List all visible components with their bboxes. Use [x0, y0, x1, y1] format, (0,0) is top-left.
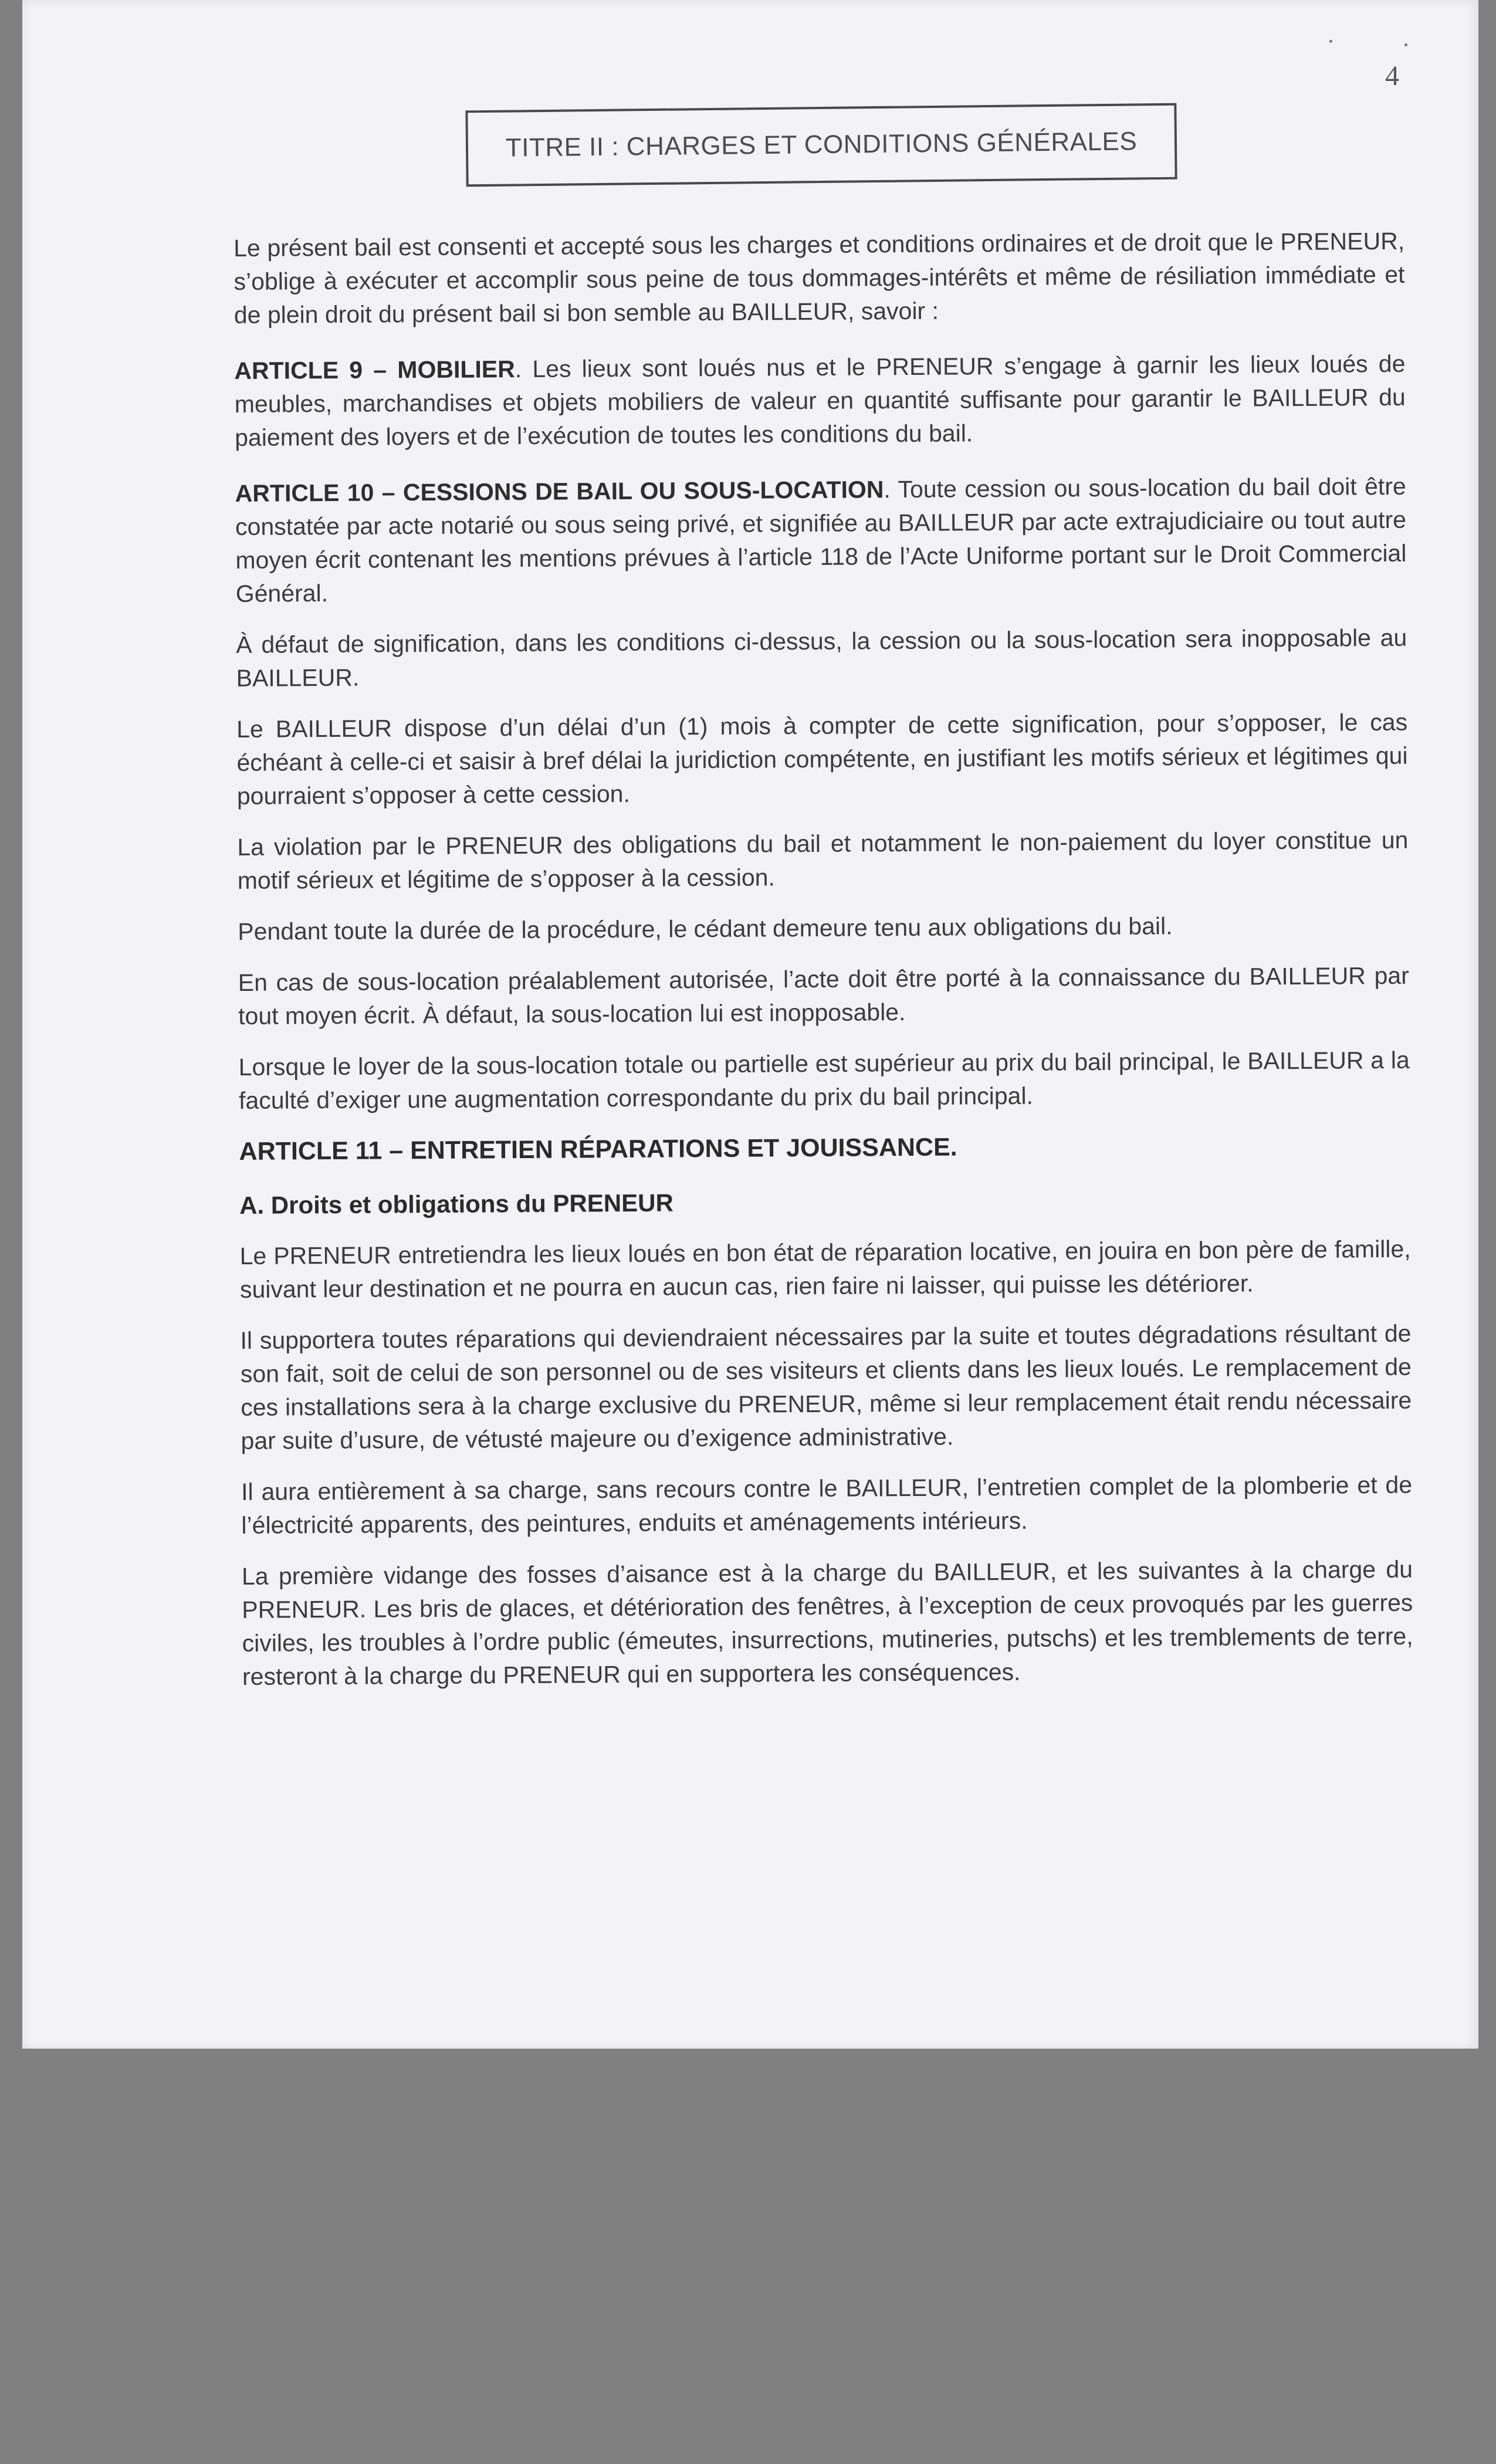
article-9-text: . Les lieux sont loués nus et le PRENEUR s’engage à garnir les lieux loués de meubles, marchandises et objets mobiliers de valeur en quantité suffisante pour garantir le BAILLEUR du paiement des loyers et de l’exécution de toutes les conditions du bail. [234, 350, 1406, 451]
article-10-paragraph-6: Lorsque le loyer de la sous-location totale ou partielle est supérieur au prix du bail principal, le BAILLEUR a la faculté d’exiger une augmentation correspondante du prix du bail principal. [238, 1046, 1410, 1114]
document-title: TITRE II : CHARGES ET CONDITIONS GÉNÉRALES [505, 127, 1138, 163]
article-11-subheading-a: A. Droits et obligations du PRENEUR [239, 1189, 673, 1219]
article-10-paragraph-3: La violation par le PRENEUR des obligations du bail et notamment le non-paiement du loyer constitue un motif sérieux et légitime de s’opposer à la cession. [237, 826, 1409, 894]
scan-speck [1404, 43, 1407, 46]
scanned-page [22, 0, 1478, 2049]
article-10-paragraph-1: À défaut de signification, dans les conditions ci-dessus, la cession ou la sous-location sera inopposable au BAILLEUR. [236, 624, 1407, 692]
article-10-paragraph-2: Le BAILLEUR dispose d’un délai d’un (1) mois à compter de cette signification, pour s’opposer, le cas échéant à celle-ci et saisir à bref délai la juridiction compétente, en justifiant les motifs sérieux et légitimes qui pourraient s’opposer à cette cession. [236, 708, 1408, 810]
article-9-paragraph [234, 347, 1406, 455]
article-11-heading: ARTICLE 11 – ENTRETIEN RÉPARATIONS ET JOUISSANCE. [239, 1133, 957, 1166]
title-box [465, 103, 1177, 187]
scan-speck [1329, 40, 1332, 43]
article-11-paragraph-4: La première vidange des fosses d’aisance est à la charge du BAILLEUR, et les suivantes à la charge du PRENEUR. Les bris de glaces, et détérioration des fenêtres, à l’exception de ceux provoqués par les guerres civiles, les troubles à l’ordre public (émeutes, insurrections, mutineries, putschs) et les tremblements de terre, resteront à la charge du PRENEUR qui en supportera les conséquences. [241, 1555, 1413, 1690]
document-body [233, 225, 1413, 1711]
article-11-paragraph-3: Il aura entièrement à sa charge, sans recours contre le BAILLEUR, l’entretien complet de la plomberie et de l’électricité apparents, des peintures, enduits et aménagements intérieurs. [241, 1471, 1413, 1539]
article-10-paragraph-5: En cas de sous-location préalablement autorisée, l’acte doit être porté à la connaissance du BAILLEUR par tout moyen écrit. À défaut, la sous-location lui est inopposable. [238, 962, 1409, 1030]
article-10-text: . Toute cession ou sous-location du bail doit être constatée par acte notarié ou sous seing privé, et signifiée au BAILLEUR par acte extrajudiciaire ou tout autre moyen écrit contenant les mentions prévues à l’article 118 de l’Acte Uniforme portant sur le Droit Commercial Général. [235, 472, 1407, 607]
intro-paragraph: Le présent bail est consenti et accepté sous les charges et conditions ordinaires et de droit que le PRENEUR, s’oblige à exécuter et accomplir sous peine de tous dommages-intérêts et même de résiliation immédiate et de plein droit du présent bail si bon semble au BAILLEUR, savoir : [233, 227, 1405, 329]
article-10-heading: ARTICLE 10 – CESSIONS DE BAIL OU SOUS-LOCATION [235, 476, 884, 507]
article-10-paragraph [235, 470, 1407, 611]
page-number: 4 [1385, 60, 1399, 92]
article-11-paragraph-1: Le PRENEUR entretiendra les lieux loués en bon état de réparation locative, en jouira en bon père de famille, suivant leur destination et ne pourra en aucun cas, rien faire ni laisser, qui puisse les détériorer. [239, 1235, 1411, 1303]
article-9-heading: ARTICLE 9 – MOBILIER [234, 356, 515, 384]
article-11-paragraph-2: Il supportera toutes réparations qui deviendraient nécessaires par la suite et toutes dégradations résultant de son fait, soit de celui de son personnel ou de ses visiteurs et clients dans les lieux loués. Le remplacement de ces installations sera à la charge exclusive du PRENEUR, même si leur remplacement était rendu nécessaire par suite d’usure, de vétusté majeure ou d’exigence administrative. [240, 1319, 1412, 1454]
article-10-paragraph-4: Pendant toute la durée de la procédure, le cédant demeure tenu aux obligations du bail. [238, 912, 1173, 945]
